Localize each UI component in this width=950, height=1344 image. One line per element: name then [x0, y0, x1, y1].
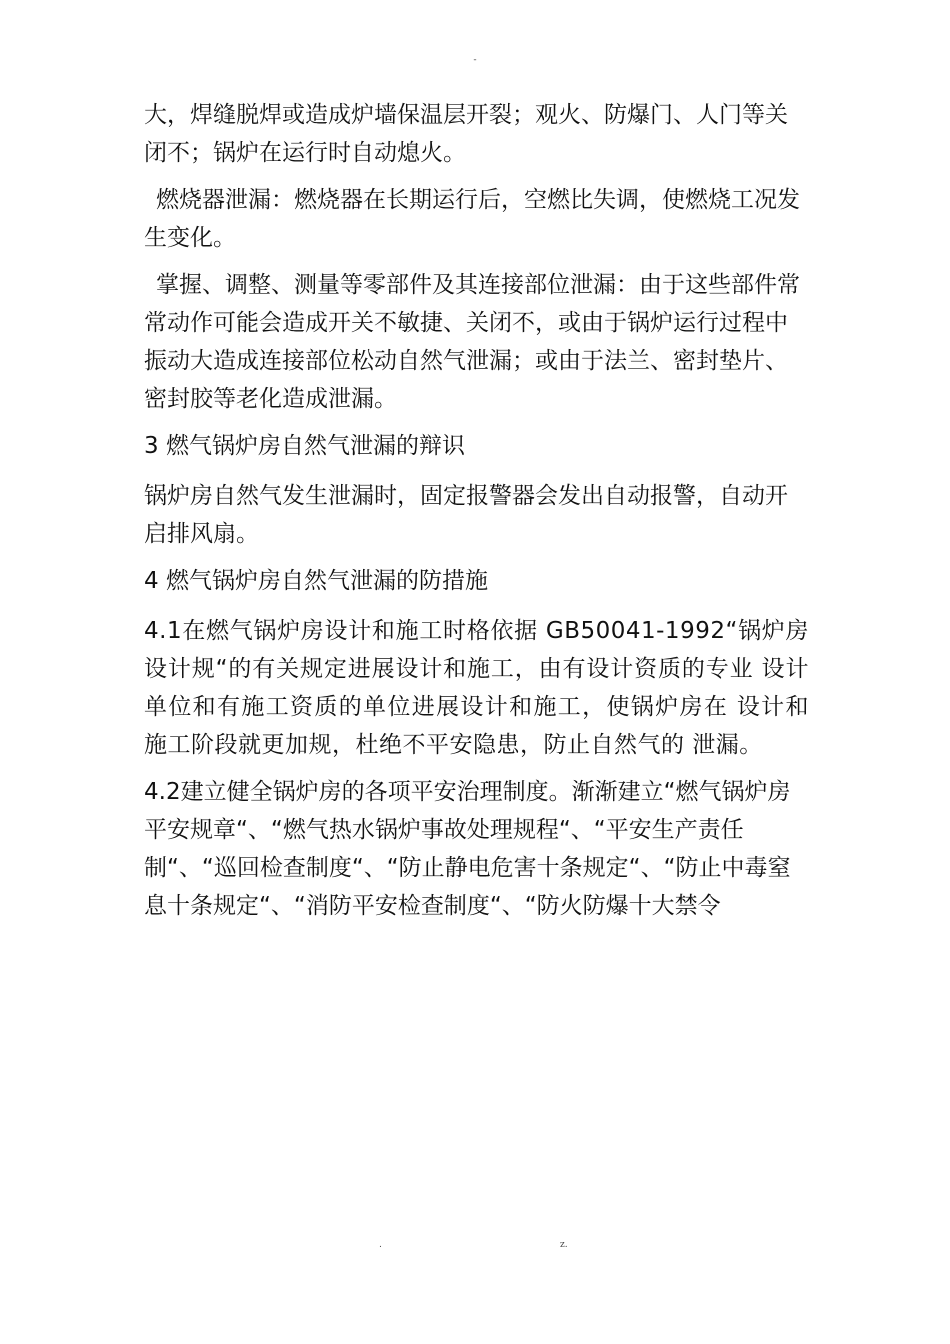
page-footer-right: z.	[560, 1240, 568, 1250]
paragraph-leak-identification: 锅炉房自然气发生泄漏时，固定报警器会发出自动报警，自动开启排风扇。	[144, 483, 788, 547]
section-heading-3: 3 燃气锅炉房自然气泄漏的辩识	[144, 433, 465, 459]
paragraph-4-2: 4.2建立健全锅炉房的各项平安治理制度。渐渐建立“燃气锅炉房平安规章“、“燃气热水锅炉事故处理规程“、“平安生产责任制“、“巡回检查制度“、“防止静电危害十条规定“、“防止中毒窒息十条规定“、“消防平安检查制度“、“防火防爆十大禁令	[144, 779, 791, 919]
paragraph-component-leak: 掌握、调整、测量等零部件及其连接部位泄漏：由于这些部件常常动作可能会造成开关不敏捷、关闭不，或由于锅炉运行过程中振动大造成连接部位松动自然气泄漏；或由于法兰、密封垫片、密封胶等老化造成泄漏。	[144, 272, 800, 412]
paragraph-4-1: 4.1在燃气锅炉房设计和施工时格依据 GB50041-1992“锅炉房设计规“的有关规定进展设计和施工，由有设计资质的专业 设计单位和有施工资质的单位进展设计和施工，使锅炉房在 设计和施工阶段就更加规，杜绝不平安隐患，防止自然气的 泄漏。	[144, 618, 809, 758]
paragraph-boiler-failure: 大，焊缝脱焊或造成炉墙保温层开裂；观火、防爆门、人门等关闭不；锅炉在运行时自动熄火。	[144, 102, 788, 166]
page-header-mark: -	[473, 55, 477, 65]
section-heading-4: 4 燃气锅炉房自然气泄漏的防措施	[144, 568, 488, 594]
page-footer-left: .	[379, 1240, 382, 1250]
document-body	[144, 96, 809, 934]
paragraph-burner-leak: 燃烧器泄漏：燃烧器在长期运行后，空燃比失调，使燃烧工况发生变化。	[144, 187, 800, 251]
